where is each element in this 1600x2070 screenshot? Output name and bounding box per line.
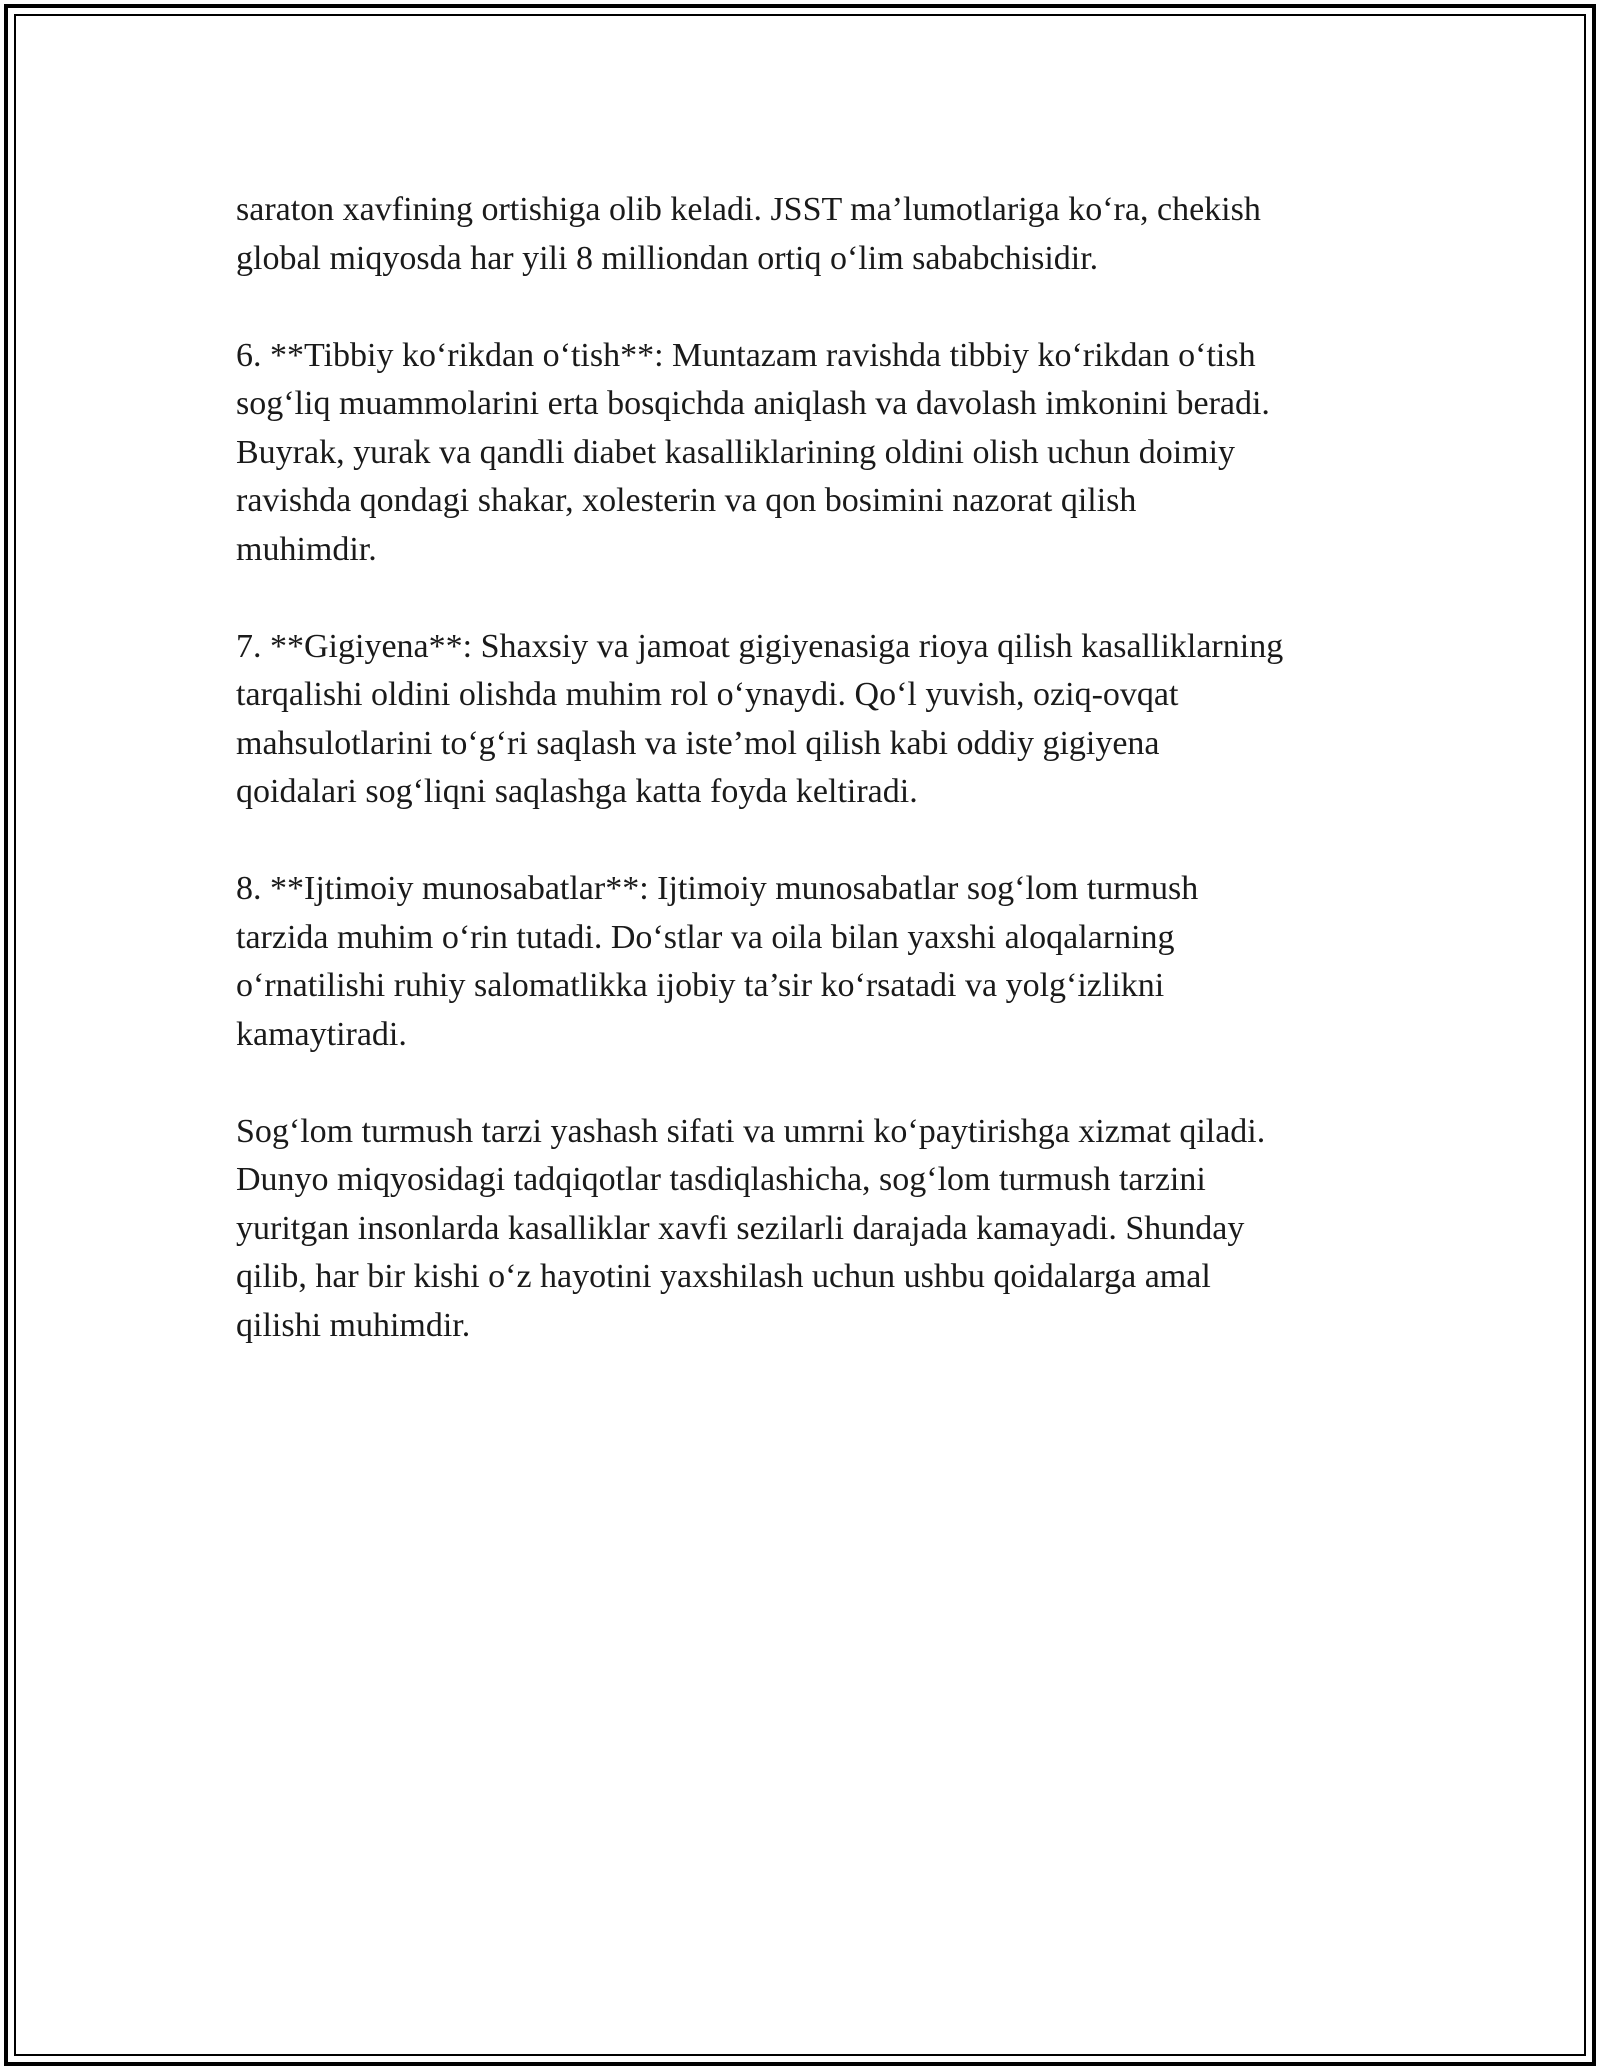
document-body	[236, 186, 1376, 1399]
text-line: Dunyo miqyosidagi tadqiqotlar tasdiqlashicha, sog‘lom turmush tarzini	[236, 1161, 1206, 1198]
text-line: 6. **Tibbiy ko‘rikdan o‘tish**: Muntazam ravishda tibbiy ko‘rikdan o‘tish	[236, 336, 1256, 374]
text-line: Sog‘lom turmush tarzi yashash sifati va umrni ko‘paytirishga xizmat qiladi.	[236, 1112, 1266, 1150]
paragraph-smoking-continued	[236, 186, 1376, 283]
text-line: qoidalari sog‘liqni saqlashga katta foyda keltiradi.	[236, 773, 918, 810]
text-line: kamaytiradi.	[236, 1015, 407, 1053]
text-line: 7. **Gigiyena**: Shaxsiy va jamoat gigiyenasiga rioya qilish kasalliklarning	[236, 627, 1284, 665]
text-line: ravishda qondagi shakar, xolesterin va qon bosimini nazorat qilish	[236, 482, 1137, 519]
text-line: 8. **Ijtimoiy munosabatlar**: Ijtimoiy munosabatlar sog‘lom turmush	[236, 870, 1199, 907]
text-line: muhimdir.	[236, 530, 377, 568]
paragraph-medical-checkup	[236, 332, 1376, 575]
text-line: mahsulotlarini to‘g‘ri saqlash va iste’mol qilish kabi oddiy gigiyena	[236, 724, 1160, 762]
text-line: yuritgan insonlarda kasalliklar xavfi sezilarli darajada kamayadi. Shunday	[236, 1209, 1245, 1247]
paragraph-social-relations	[236, 865, 1376, 1059]
text-line: qilib, har bir kishi o‘z hayotini yaxshilash uchun ushbu qoidalarga amal	[236, 1258, 1211, 1295]
text-line: qilishi muhimdir.	[236, 1306, 471, 1344]
text-line: tarqalishi oldini olishda muhim rol o‘ynaydi. Qo‘l yuvish, oziq-ovqat	[236, 676, 1179, 713]
text-line: o‘rnatilishi ruhiy salomatlikka ijobiy ta’sir ko‘rsatadi va yolg‘izlikni	[236, 967, 1165, 1004]
text-line: Buyrak, yurak va qandli diabet kasalliklarining oldini olish uchun doimiy	[236, 433, 1236, 471]
text-line: global miqyosda har yili 8 milliondan ortiq o‘lim sababchisidir.	[236, 239, 1099, 277]
text-line: sog‘liq muammolarini erta bosqichda aniqlash va davolash imkonini beradi.	[236, 385, 1270, 422]
paragraph-hygiene	[236, 623, 1376, 817]
paragraph-conclusion	[236, 1108, 1376, 1351]
text-line: tarzida muhim o‘rin tutadi. Do‘stlar va oila bilan yaxshi aloqalarning	[236, 918, 1175, 956]
text-line: saraton xavfining ortishiga olib keladi. JSST ma’lumotlariga ko‘ra, chekish	[236, 191, 1261, 228]
